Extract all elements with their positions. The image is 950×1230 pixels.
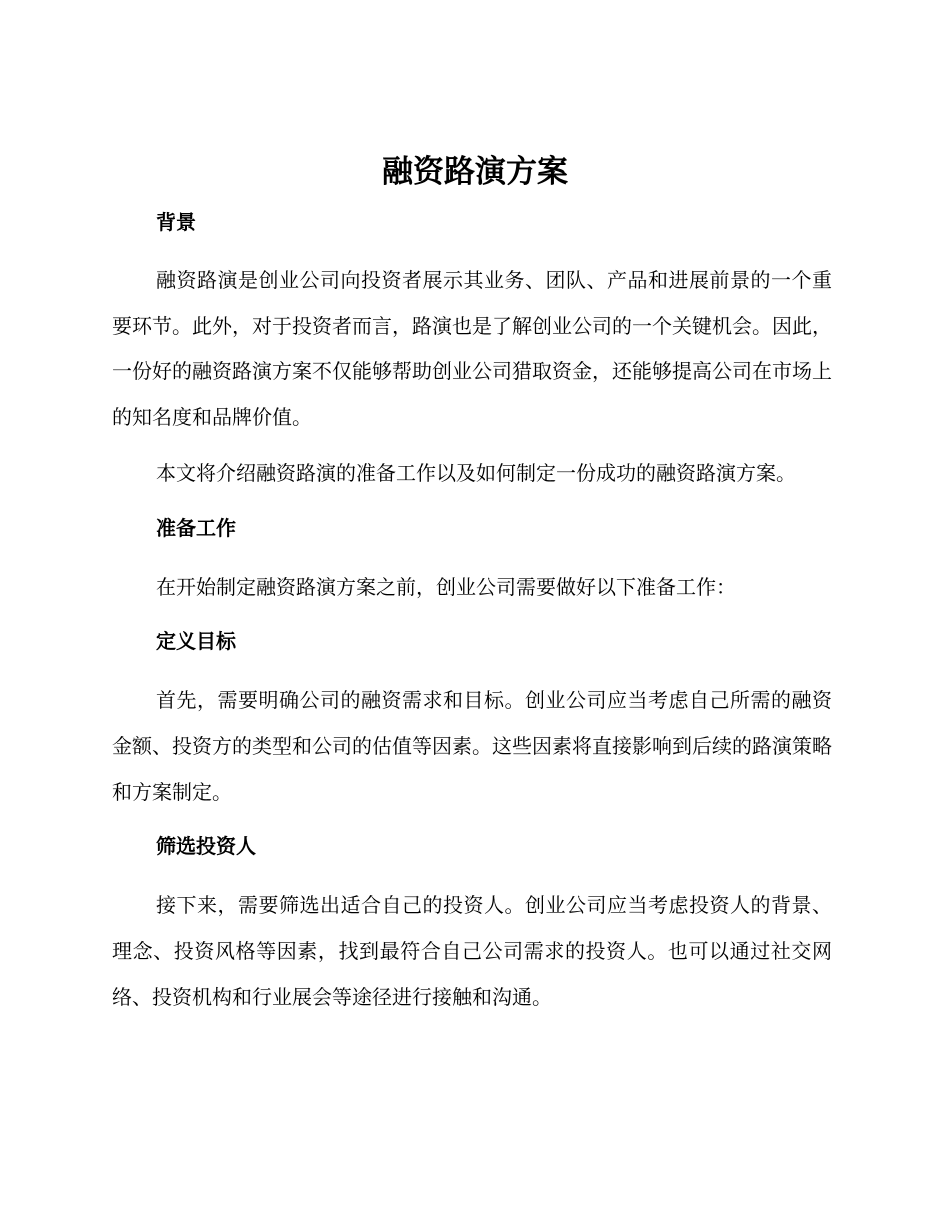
section-heading-screen-investors: 筛选投资人 (156, 834, 256, 859)
section-heading-background: 背景 (156, 210, 196, 234)
document-body (112, 205, 832, 1020)
section-heading-preparation: 准备工作 (156, 515, 236, 540)
document-title: 融资路演方案 (382, 154, 568, 190)
section-heading-define-goals: 定义目标 (156, 629, 236, 654)
paragraph-define-goals-1: 首先，需要明确公司的融资需求和目标。创业公司应当考虑自己所需的融资金额、投资方的类型和公司的估值等因素。这些因素将直接影响到后续的路演策略和方案制定。 (112, 688, 832, 804)
paragraph-preparation-1: 在开始制定融资路演方案之前，创业公司需要做好以下准备工作： (156, 574, 736, 599)
paragraph-background-2: 本文将介绍融资路演的准备工作以及如何制定一份成功的融资路演方案。 (156, 460, 796, 485)
paragraph-screen-investors-1: 接下来，需要筛选出适合自己的投资人。创业公司应当考虑投资人的背景、理念、投资风格等因素，找到最符合自己公司需求的投资人。也可以通过社交网络、投资机构和行业展会等途径进行接触和沟通。 (112, 893, 832, 1009)
paragraph-background-1: 融资路演是创业公司向投资者展示其业务、团队、产品和进展前景的一个重要环节。此外，对于投资者而言，路演也是了解创业公司的一个关键机会。因此，一份好的融资路演方案不仅能够帮助创业公司猎取资金，还能够提高公司在市场上的知名度和品牌价值。 (112, 268, 832, 430)
